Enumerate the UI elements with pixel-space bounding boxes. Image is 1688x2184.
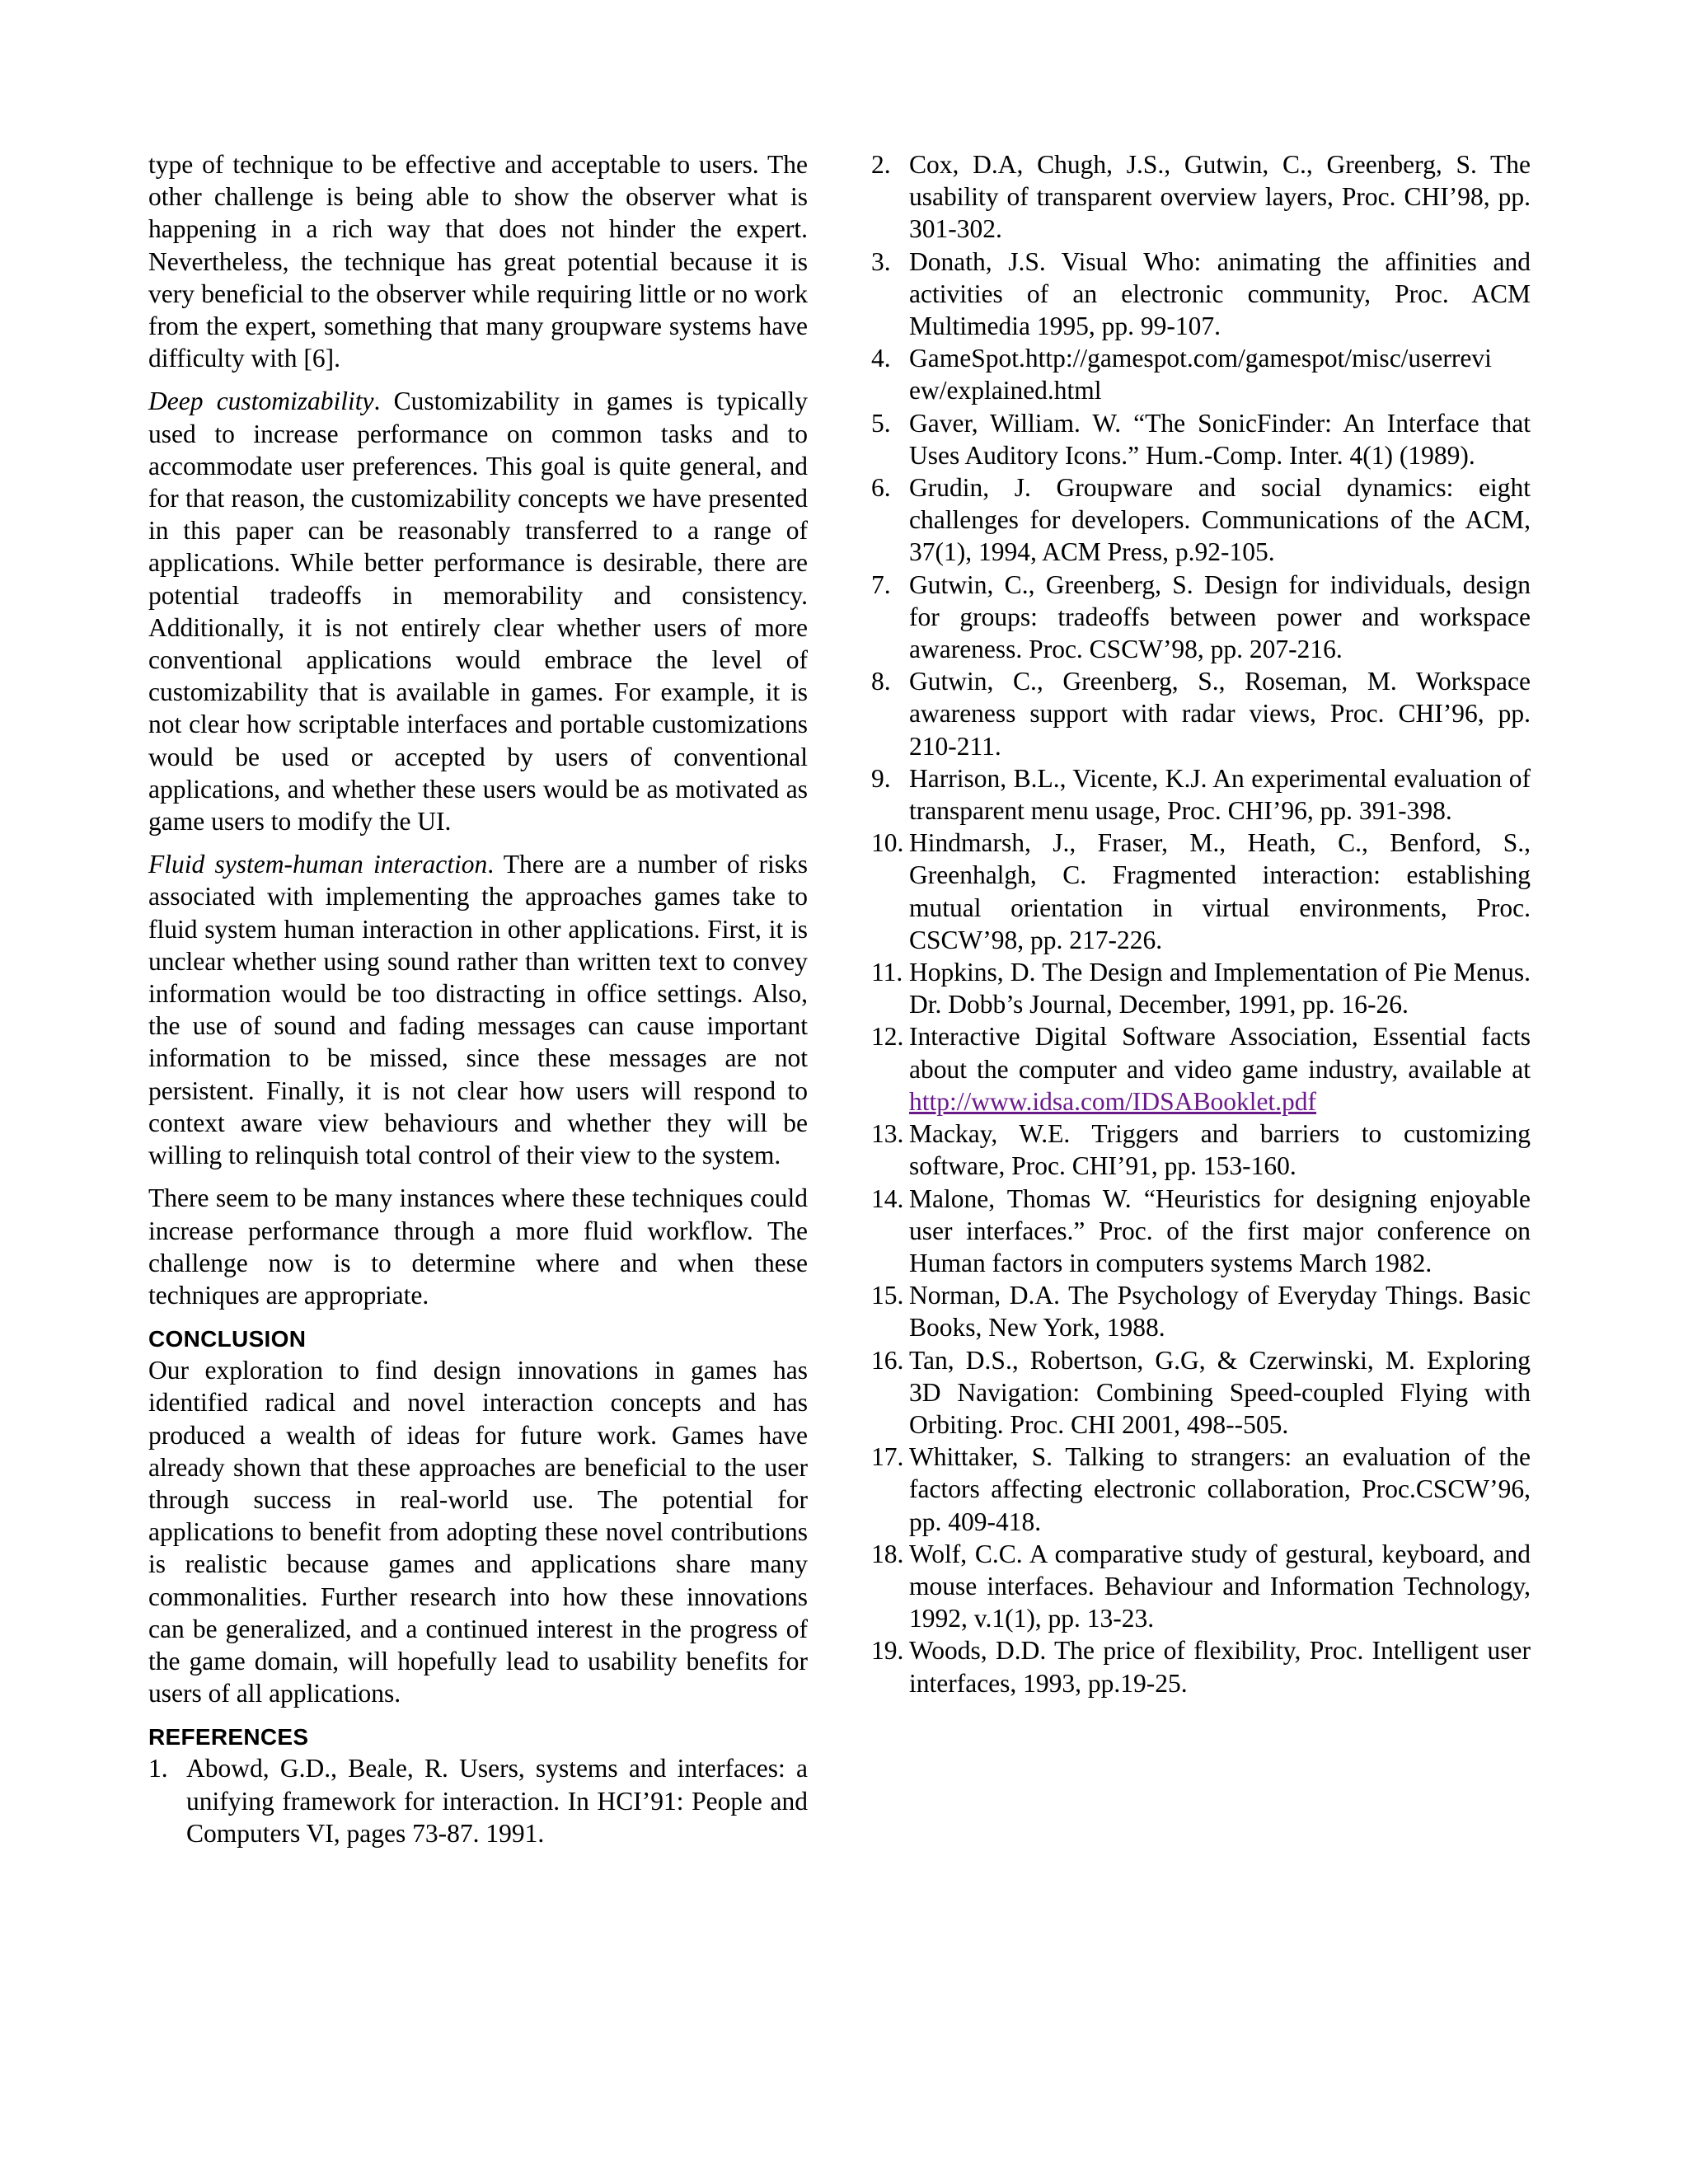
references-heading: REFERENCES xyxy=(148,1724,309,1750)
reference-text: Abowd, G.D., Beale, R. Users, systems and interfaces: a unifying framework for interaction. In HCI’91: People and Computers VI, pages 73-87. 1991. xyxy=(186,1754,808,1848)
reference-item xyxy=(871,342,1531,406)
reference-text: Gaver, William. W. “The SonicFinder: An Interface that Uses Auditory Icons.” Hum.-Comp. Inter. 4(1) (1989). xyxy=(909,408,1531,470)
reference-item xyxy=(871,1020,1531,1118)
reference-item xyxy=(871,827,1531,956)
reference-number: 16. xyxy=(871,1345,904,1375)
conclusion-paragraph: Our exploration to find design innovations in games has identified radical and novel interaction concepts and has produced a wealth of ideas for future work. Games have already shown that these approaches are beneficial to the user through success in real-world use. The potential for applications to benefit from adopting these novel contributions is realistic because games and applications share many commonalities. Further research into how these innovations can be generalized, and a continued interest in the progress of the game domain, will hopefully lead to usability benefits for users of all applications. xyxy=(148,1356,808,1708)
reference-text: Donath, J.S. Visual Who: animating the affinities and activities of an electronic community, Proc. ACM Multimedia 1995, pp. 99-107. xyxy=(909,246,1531,341)
paragraph-instances: There seem to be many instances where these techniques could increase performance through a more fluid workflow. The challenge now is to determine where and when these techniques are appropriate. xyxy=(148,1183,808,1310)
left-column xyxy=(148,148,808,1849)
reference-item xyxy=(871,246,1531,343)
paragraph-body-deep-customizability: . Customizability in games is typically used to increase performance on common tasks and to accommodate user preferences. This goal is quite general, and for that reason, the customizability concepts we have presented in this paper can be reasonably transferred to a range of applications. While better performance is desirable, there are potential tradeoffs in memorability and consistency. Additionally, it is not entirely clear whether users of more conventional applications would embrace the level of customizability that is available in games. For example, it is not clear how scriptable interfaces and portable customizations would be used or accepted by users of conventional applications, and whether these users would be as motivated as game users to modify the UI. xyxy=(148,387,808,837)
reference-number: 11. xyxy=(871,958,903,987)
reference-text: Wolf, C.C. A comparative study of gestural, keyboard, and mouse interfaces. Behaviour and Information Technology, 1992, v.1(1), pp. 13-23. xyxy=(909,1539,1531,1633)
paragraph-deep-customizability xyxy=(148,385,808,837)
paragraph-fluid-interaction xyxy=(148,848,808,1171)
reference-item xyxy=(871,1183,1531,1280)
reference-item xyxy=(871,1279,1531,1343)
reference-number: 18. xyxy=(871,1539,904,1568)
reference-number: 5. xyxy=(871,408,891,438)
reference-text: Gutwin, C., Greenberg, S. Design for individuals, design for groups: tradeoffs between power and workspace awareness. Proc. CSCW’98, pp. 207-216. xyxy=(909,569,1531,664)
paragraph-lead-fluid-interaction: Fluid system-human interaction xyxy=(148,850,488,879)
reference-number: 10. xyxy=(871,828,904,858)
references-list-right xyxy=(871,148,1531,1699)
reference-item xyxy=(148,1752,808,1849)
reference-item xyxy=(871,762,1531,827)
reference-text: Malone, Thomas W. “Heuristics for designing enjoyable user interfaces.” Proc. of the first major conference on Human factors in computers systems March 1982. xyxy=(909,1183,1531,1277)
reference-text: Grudin, J. Groupware and social dynamics: eight challenges for developers. Communications of the ACM, 37(1), 1994, ACM Press, p.92-105. xyxy=(909,473,1531,567)
reference-number: 9. xyxy=(871,763,891,793)
conclusion-heading: CONCLUSION xyxy=(148,1326,307,1352)
reference-number: 15. xyxy=(871,1281,904,1310)
reference-text: Woods, D.D. The price of flexibility, Proc. Intelligent user interfaces, 1993, pp.19-25. xyxy=(909,1636,1531,1698)
reference-text: Mackay, W.E. Triggers and barriers to customizing software, Proc. CHI’91, pp. 153-160. xyxy=(909,1119,1531,1181)
paragraph-technique-challenges: type of technique to be effective and acceptable to users. The other challenge is being able to show the observer what is happening in a rich way that does not hinder the expert. Nevertheless, the technique has great potential because it is very beneficial to the observer while requiring little or no work from the expert, something that many groupware systems have difficulty with [6]. xyxy=(148,150,808,373)
paragraph-lead-deep-customizability: Deep customizability xyxy=(148,387,374,416)
reference-text: Whittaker, S. Talking to strangers: an evaluation of the factors affecting electronic collaboration, Proc.CSCW’96, pp. 409-418. xyxy=(909,1442,1531,1536)
reference-item xyxy=(871,407,1531,471)
right-column xyxy=(871,148,1531,1699)
reference-number: 2. xyxy=(871,150,891,179)
references-list-left xyxy=(148,1752,808,1849)
reference-item xyxy=(871,665,1531,762)
reference-text: Harrison, B.L., Vicente, K.J. An experimental evaluation of transparent menu usage, Proc. CHI’96, pp. 391-398. xyxy=(909,763,1531,826)
reference-text: Gutwin, C., Greenberg, S., Roseman, M. Workspace awareness support with radar views, Proc. CHI’96, pp. 210-211. xyxy=(909,667,1531,761)
reference-number: 13. xyxy=(871,1119,904,1149)
reference-number: 4. xyxy=(871,344,891,373)
reference-item xyxy=(871,471,1531,569)
reference-number: 12. xyxy=(871,1022,904,1052)
reference-text: Interactive Digital Software Association, Essential facts about the computer and video game industry, available at xyxy=(909,1022,1531,1084)
reference-number: 7. xyxy=(871,569,891,599)
reference-text: Norman, D.A. The Psychology of Everyday Things. Basic Books, New York, 1988. xyxy=(909,1281,1531,1343)
reference-text: Tan, D.S., Robertson, G.G, & Czerwinski, M. Exploring 3D Navigation: Combining Speed-coupled Flying with Orbiting. Proc. CHI 2001, 498--505. xyxy=(909,1345,1531,1439)
reference-text: GameSpot.http://gamespot.com/gamespot/misc/userrevi ew/explained.html xyxy=(909,344,1492,405)
reference-number: 19. xyxy=(871,1636,904,1666)
reference-item xyxy=(871,1634,1531,1699)
reference-item xyxy=(871,1118,1531,1182)
reference-number: 6. xyxy=(871,473,891,503)
reference-item xyxy=(871,148,1531,246)
reference-text: Cox, D.A, Chugh, J.S., Gutwin, C., Greenberg, S. The usability of transparent overview layers, Proc. CHI’98, pp. 301-302. xyxy=(909,150,1531,244)
reference-item xyxy=(871,1538,1531,1635)
reference-link[interactable]: http://www.idsa.com/IDSABooklet.pdf xyxy=(909,1086,1317,1116)
reference-item xyxy=(871,569,1531,666)
reference-number: 8. xyxy=(871,667,891,696)
reference-text: Hindmarsh, J., Fraser, M., Heath, C., Benford, S., Greenhalgh, C. Fragmented interaction: establishing mutual orientation in virtual environments, Proc. CSCW’98, pp. 217-226. xyxy=(909,828,1531,954)
reference-number: 14. xyxy=(871,1183,904,1213)
reference-item xyxy=(871,956,1531,1020)
reference-item xyxy=(871,1344,1531,1441)
reference-number: 1. xyxy=(148,1754,168,1783)
reference-text: Hopkins, D. The Design and Implementation of Pie Menus. Dr. Dobb’s Journal, December, 1991, pp. 16-26. xyxy=(909,958,1531,1019)
reference-number: 17. xyxy=(871,1442,904,1472)
reference-item xyxy=(871,1441,1531,1538)
reference-number: 3. xyxy=(871,246,891,276)
paragraph-body-fluid-interaction: . There are a number of risks associated with implementing the approaches games take to fluid system human interaction in other applications. First, it is unclear whether using sound rather than written text to convey information would be too distracting in office settings. Also, the use of sound and fading messages can cause important information to be missed, since these messages are not persistent. Finally, it is not clear how users will respond to context aware view behaviours and whether they will be willing to relinquish total control of their view to the system. xyxy=(148,850,808,1170)
